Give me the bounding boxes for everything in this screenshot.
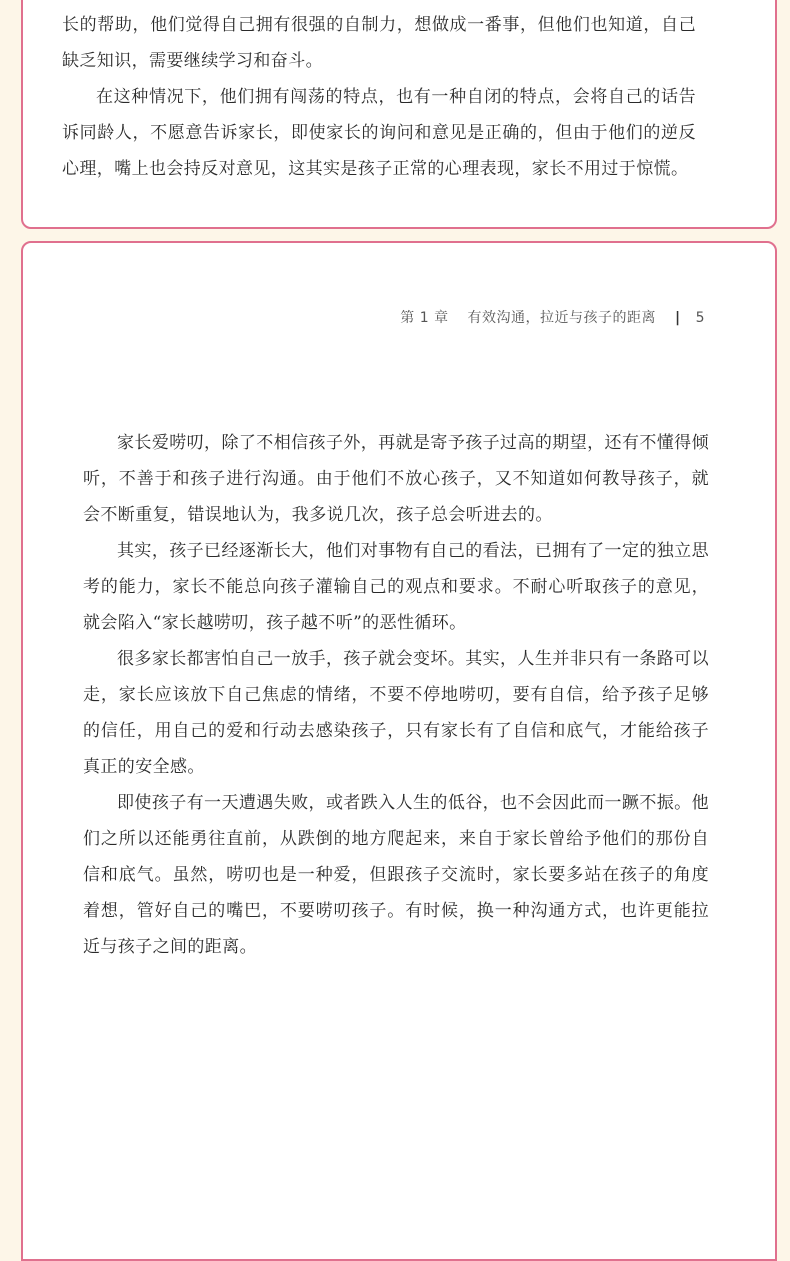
- text-line: 和底气，才能给孩子真正的安全感。: [83, 721, 709, 777]
- text-line: 给予孩子足够的信任，用自己的爱和行动去感染孩子，只有家长有了自信: [83, 685, 709, 741]
- body-text: [83, 425, 709, 965]
- text-line: 长的帮助，他们觉得自己拥有很强的自制力，想做成一番事，但他们也知: [62, 15, 626, 35]
- text-line: 道，自己缺乏知识，需要继续学习和奋斗。: [62, 15, 696, 71]
- text-line: 其实，孩子已经逐渐长大，他们对事物有自己的看法，已拥有了一定: [117, 541, 640, 561]
- text-line: 即使孩子有一天遭遇失败，或者跌入人生的低谷，也不会因此而一蹶: [117, 793, 640, 813]
- previous-page-text: [62, 7, 696, 187]
- paragraph: [83, 785, 709, 965]
- text-line: 长要多站在孩子的角度着想，管好自己的嘴巴，不要唠叨孩子。有时候，: [83, 865, 709, 921]
- text-line: 己的话告诉同龄人，不愿意告诉家长，即使家长的询问和意见是正确的，: [62, 87, 697, 143]
- paragraph: [62, 7, 696, 79]
- text-line: 取孩子的意见，就会陷入“家长越唠叨，孩子越不听”的恶性循环。: [83, 577, 709, 633]
- text-line: 在这种情况下，他们拥有闯荡的特点，也有一种自闭的特点，会将自: [96, 87, 626, 107]
- page-number: 5: [695, 310, 705, 326]
- text-line: 表现，家长不用过于惊慌。: [479, 159, 689, 179]
- paragraph: [62, 79, 696, 187]
- text-line: 的独立思考的能力，家长不能总向孩子灌输自己的观点和要求。不耐心听: [83, 541, 709, 597]
- running-header: [400, 307, 705, 327]
- previous-page-card: [21, 0, 777, 229]
- text-line: 很多家长都害怕自己一放手，孩子就会变坏。其实，人生并非只有一: [117, 649, 640, 669]
- text-line: 不振。他们之所以还能勇往直前，从跌倒的地方爬起来，来自于家长曾给: [83, 793, 709, 849]
- text-line: 不懂得倾听，不善于和孩子进行沟通。由于他们不放心孩子，又不知道如: [83, 433, 709, 489]
- paragraph: [83, 425, 709, 533]
- paragraph: [83, 641, 709, 785]
- text-line: 予他们的那份自信和底气。虽然，唠叨也是一种爱，但跟孩子交流时，家: [83, 829, 709, 885]
- text-line: 家长爱唠叨，除了不相信孩子外，再就是寄予孩子过高的期望，还有: [117, 433, 640, 453]
- text-line: 何教导孩子，就会不断重复，错误地认为，我多说几次，孩子总会听进去的。: [83, 469, 709, 525]
- text-line: 条路可以走，家长应该放下自己焦虑的情绪，不要不停地唠叨，要有自信，: [83, 649, 709, 705]
- chapter-title: 有效沟通，拉近与孩子的距离: [467, 310, 657, 326]
- page-card: [21, 241, 777, 1261]
- header-separator: |: [675, 310, 681, 326]
- paragraph: [83, 533, 709, 641]
- chapter-label: 第 1 章: [400, 310, 449, 326]
- text-line: 但由于他们的逆反心理，嘴上也会持反对意见，这其实是孩子正常的心理: [62, 123, 696, 179]
- text-line: 换一种沟通方式，也许更能拉近与孩子之间的距离。: [83, 901, 709, 957]
